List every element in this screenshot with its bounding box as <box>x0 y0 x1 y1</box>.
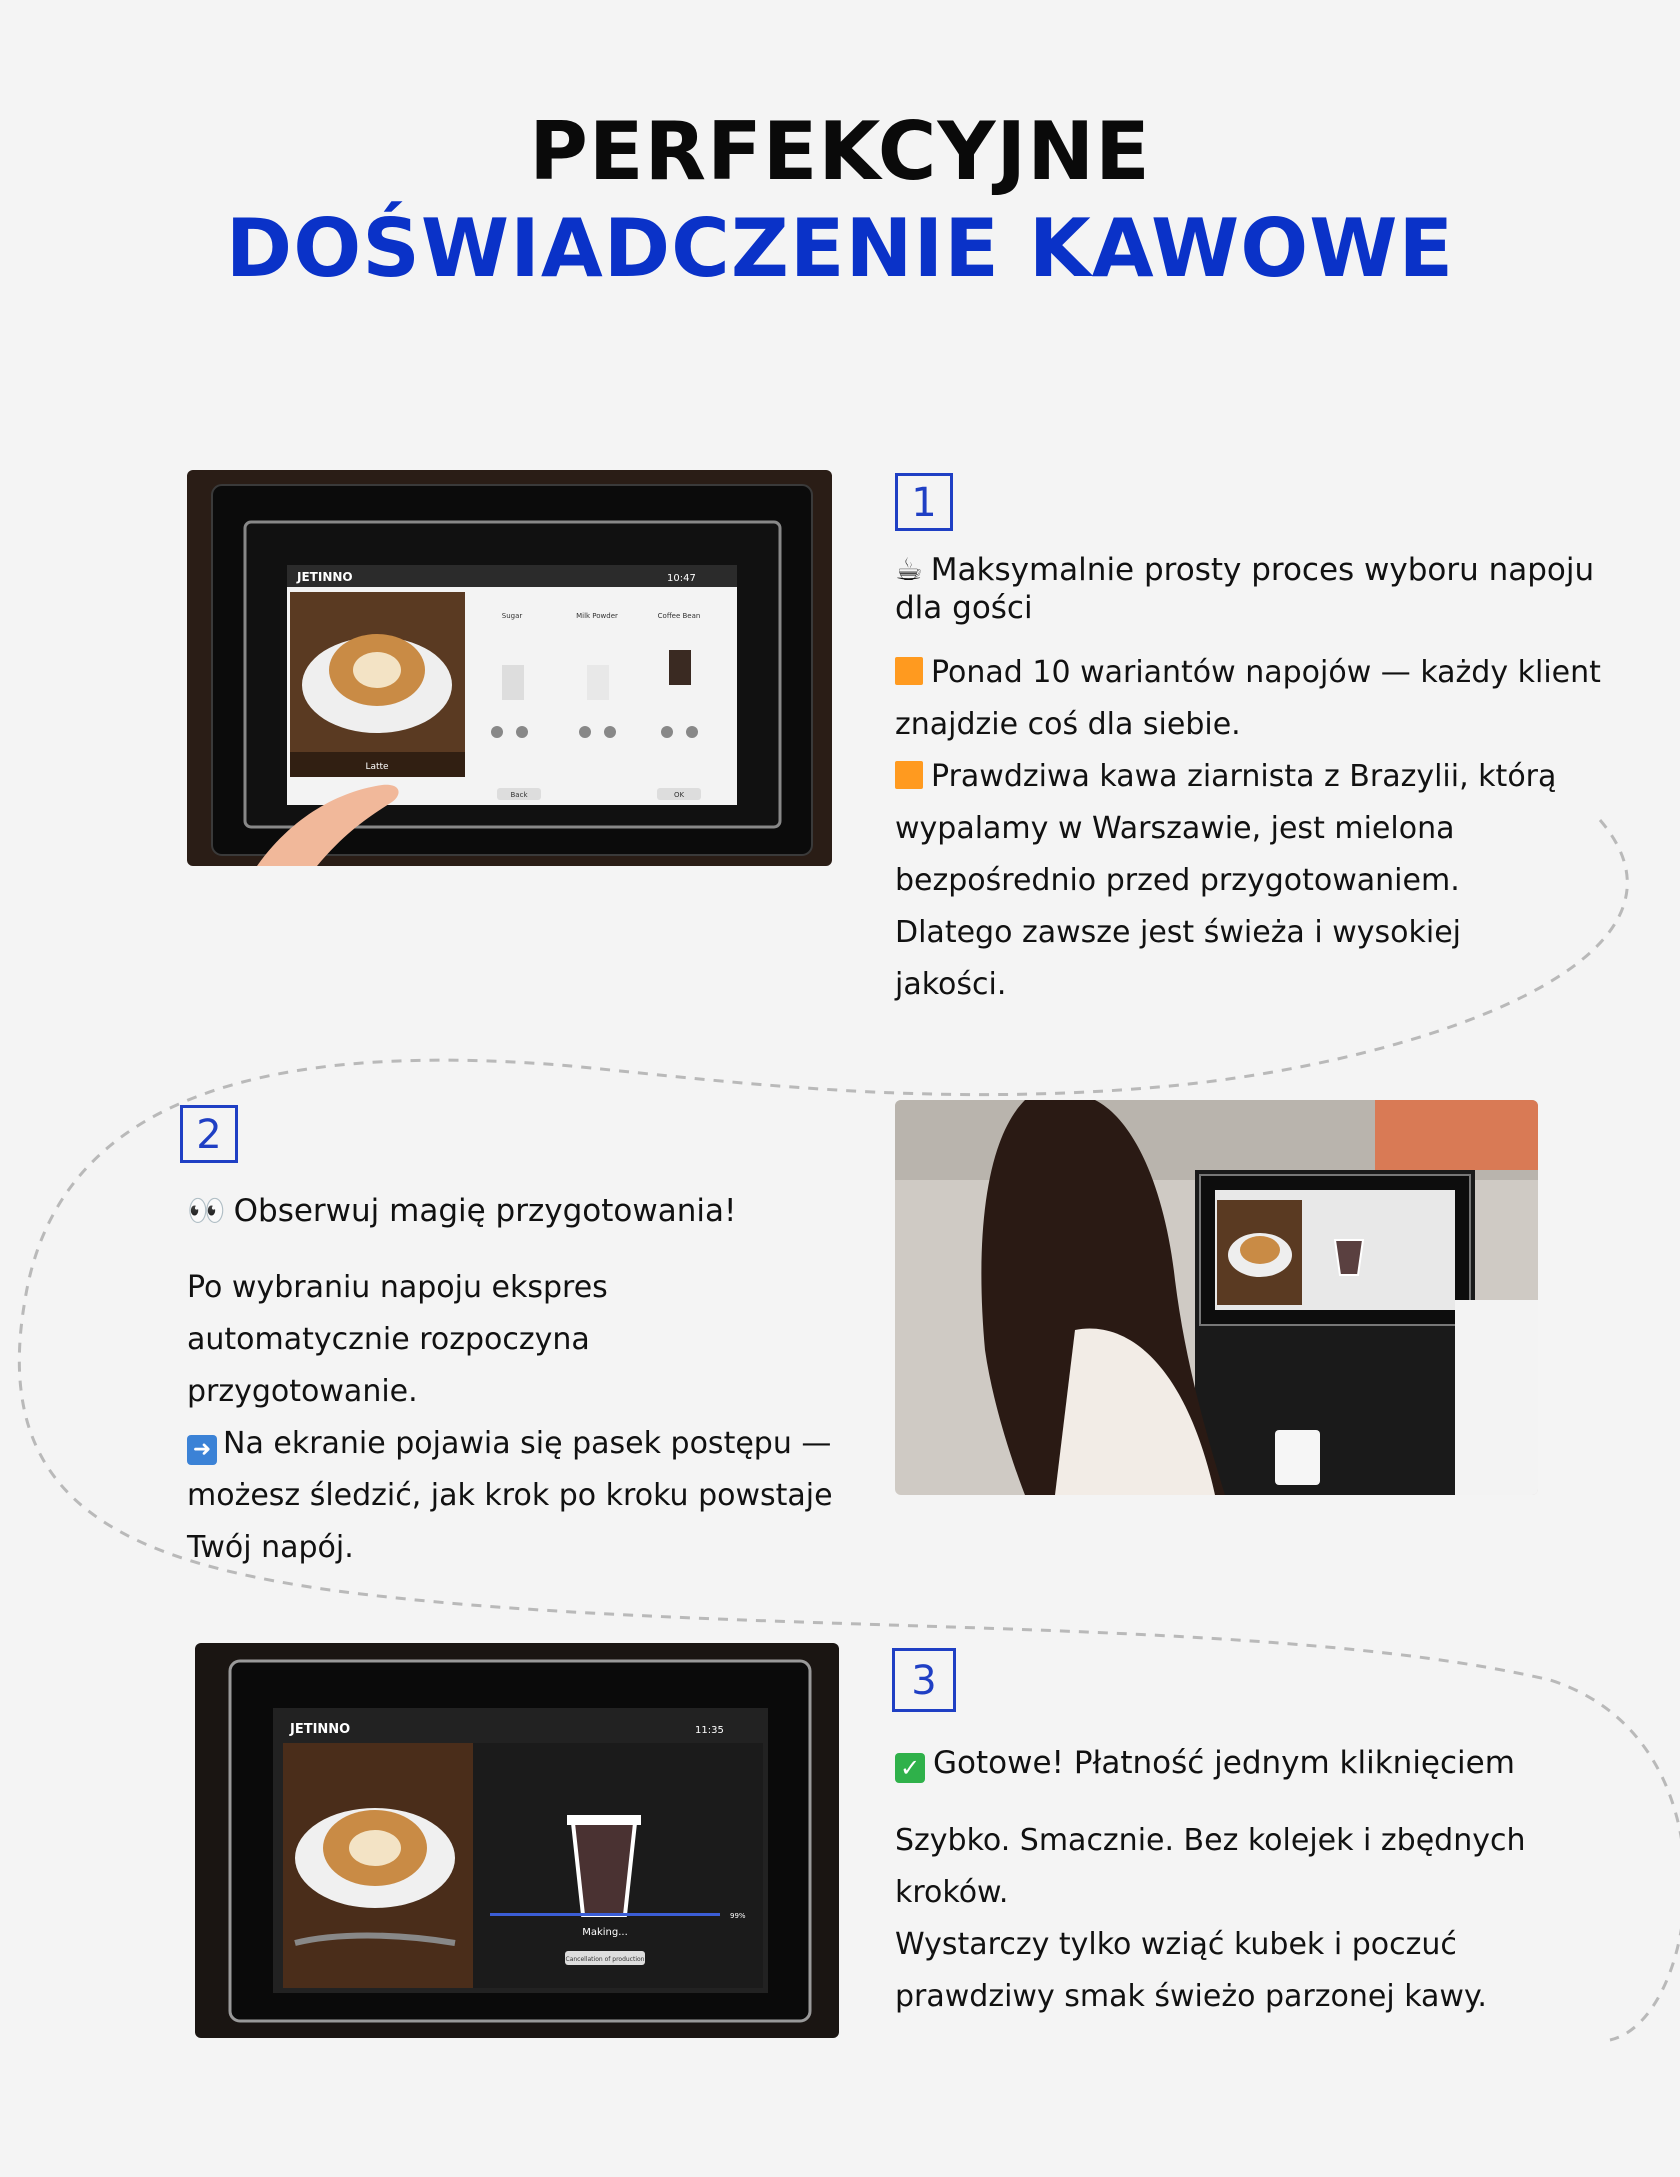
making-status: Making... <box>582 1927 628 1938</box>
section-2-para-2: ➜ Na ekranie pojawia się pasek postępu — możesz śledzić, jak krok po kroku powstaje Twój napój. <box>187 1426 833 1565</box>
step-number-1: 1 <box>895 473 953 531</box>
eyes-icon: 👀 <box>187 1193 226 1229</box>
section-3-text <box>895 1744 1635 2023</box>
orange-square-icon <box>895 761 923 789</box>
section-1-bullet-1: Ponad 10 wariantów napojów — każdy klient znajdzie coś dla siebie. <box>895 655 1601 742</box>
svg-text:Milk Powder: Milk Powder <box>576 612 618 620</box>
svg-text:Back: Back <box>510 791 528 799</box>
menu-screen-photo <box>187 470 832 866</box>
svg-text:Sugar: Sugar <box>501 612 523 620</box>
section-1-line-3: Dlatego zawsze jest świeża i wysokiej jakości. <box>895 915 1462 1002</box>
screen-brand: JETINNO <box>290 1722 351 1737</box>
section-3-lead: ✓ Gotowe! Płatność jednym kliknięciem <box>895 1744 1635 1783</box>
cancel-production-button: Cancellation of production <box>565 1956 645 1963</box>
section-2-lead: 👀 Obserwuj magię przygotowania! <box>187 1193 737 1229</box>
step-number-2: 2 <box>180 1105 238 1163</box>
page-title-line-2: DOŚWIADCZENIE KAWOWE <box>225 202 1455 295</box>
section-1-lead: ☕ Maksymalnie prosty proces wyboru napoju dla gości <box>895 552 1595 626</box>
woman-at-machine-photo <box>895 1100 1538 1495</box>
orange-square-icon <box>895 657 923 685</box>
screen-brand: JETINNO <box>297 570 353 584</box>
section-2-para-1: Po wybraniu napoju ekspres automatycznie rozpoczyna przygotowanie. <box>187 1270 608 1409</box>
page-title-line-1: PERFEKCYJNE <box>529 105 1151 198</box>
section-3-para-2: Wystarczy tylko wziąć kubek i poczuć prawdziwy smak świeżo parzonej kawy. <box>895 1927 1487 2014</box>
coffee-cup-icon: ☕ <box>895 552 923 588</box>
arrow-right-icon: ➜ <box>187 1435 217 1465</box>
progress-percent: 99% <box>730 1912 746 1920</box>
screen-time: 11:35 <box>695 1725 724 1736</box>
making-screen-photo <box>195 1643 839 2038</box>
section-1-text <box>895 551 1635 1011</box>
step-number-3: 3 <box>892 1648 956 1712</box>
check-mark-icon: ✓ <box>895 1753 925 1783</box>
section-2-text <box>187 1192 877 1574</box>
screen-time: 10:47 <box>667 573 696 584</box>
svg-text:Coffee Bean: Coffee Bean <box>657 612 701 620</box>
screen-drink-label: Latte <box>365 762 389 772</box>
section-3-para-1: Szybko. Smacznie. Bez kolejek i zbędnych kroków. <box>895 1823 1526 1910</box>
section-1-bullet-2: Prawdziwa kawa ziarnista z Brazylii, którą wypalamy w Warszawie, jest mielona bezpośrednio przed przygotowaniem. <box>895 759 1557 898</box>
svg-text:OK: OK <box>673 791 685 799</box>
